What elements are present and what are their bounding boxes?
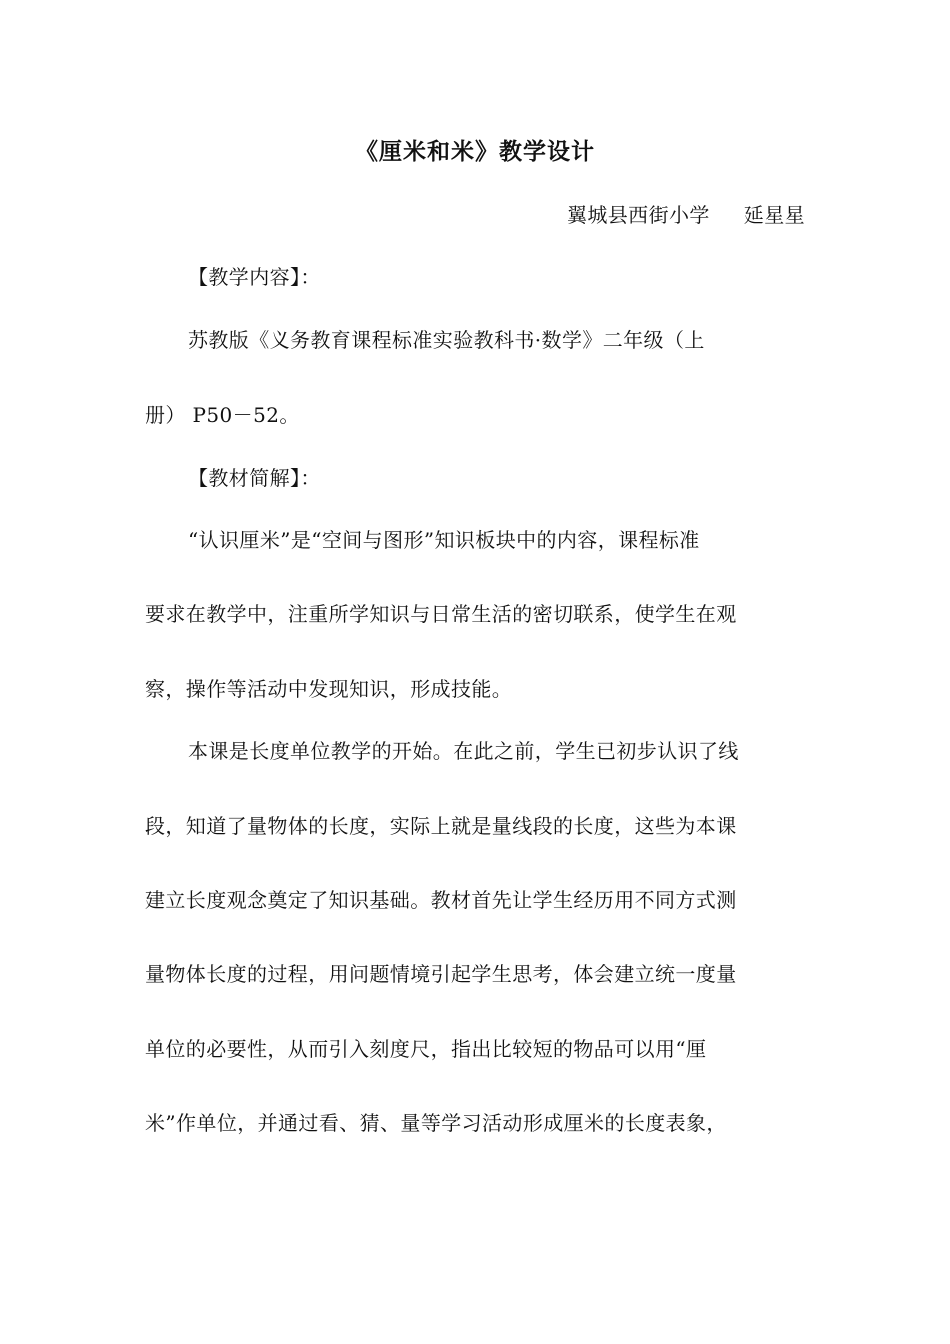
paragraph-line: “认识厘米”是“空间与图形”知识板块中的内容，课程标准	[188, 528, 700, 552]
paragraph-line: 苏教版《义务教育课程标准实验教科书·数学》二年级（上	[188, 328, 705, 352]
paragraph-line: 察，操作等活动中发现知识，形成技能。	[145, 677, 513, 701]
author-name: 延星星	[743, 203, 805, 227]
paragraph-line: 要求在教学中，注重所学知识与日常生活的密切联系，使学生在观	[145, 602, 737, 626]
paragraph-line: 建立长度观念奠定了知识基础。教材首先让学生经历用不同方式测	[145, 888, 737, 912]
author-line	[567, 200, 805, 230]
document-title: 《厘米和米》教学设计	[355, 139, 595, 165]
paragraph-line: 本课是长度单位教学的开始。在此之前，学生已初步认识了线	[188, 739, 739, 763]
author-school: 翼城县西街小学	[566, 203, 710, 227]
paragraph-line: 米”作单位，并通过看、猜、量等学习活动形成厘米的长度表象，	[145, 1111, 727, 1135]
section-heading-content: 【教学内容】：	[188, 265, 321, 289]
paragraph-line: 册） P50－52。	[145, 403, 300, 427]
paragraph-line: 单位的必要性，从而引入刻度尺，指出比较短的物品可以用“厘	[145, 1037, 707, 1061]
section-heading-textbook: 【教材简解】：	[188, 466, 321, 490]
paragraph-line: 量物体长度的过程，用问题情境引起学生思考，体会建立统一度量	[145, 962, 737, 986]
paragraph-line: 段，知道了量物体的长度，实际上就是量线段的长度，这些为本课	[145, 814, 737, 838]
